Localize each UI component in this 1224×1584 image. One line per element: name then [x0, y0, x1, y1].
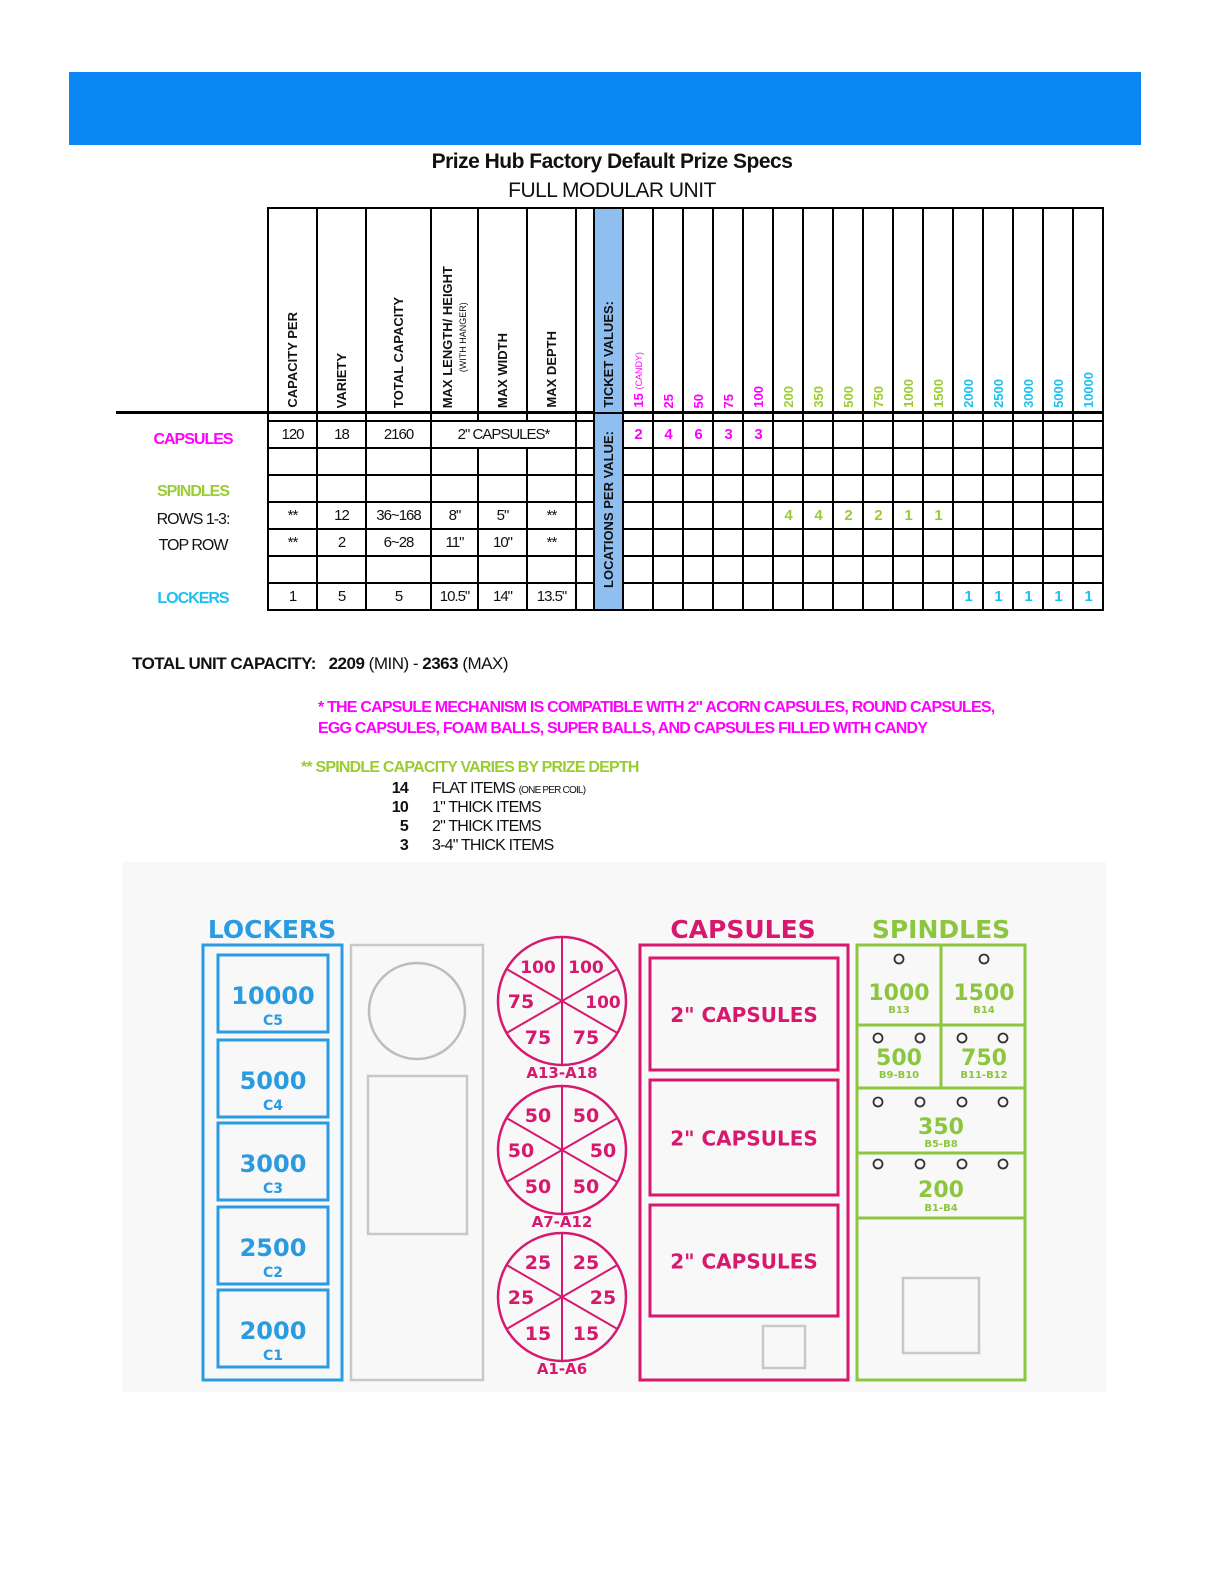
- locations-per-value-label: LOCATIONS PER VALUE:: [594, 413, 623, 610]
- location-count-cell: [1073, 502, 1103, 529]
- spec-cell: [576, 475, 594, 502]
- location-count-cell: [653, 475, 683, 502]
- unit-layout-diagram: [122, 862, 1106, 1392]
- location-count-cell: 1: [953, 583, 983, 610]
- location-count-cell: [653, 448, 683, 475]
- spindle-value: 500: [876, 1046, 922, 1071]
- capsule-bin-label: 2" CAPSULES: [670, 1003, 818, 1027]
- row-label: SPINDLES: [156, 483, 229, 500]
- locker-code: C3: [262, 1181, 284, 1197]
- location-count-cell: [623, 448, 653, 475]
- wheel-slot-value: 25: [589, 1287, 617, 1309]
- column-header: TOTAL CAPACITY: [366, 208, 431, 413]
- table-row: [268, 502, 1103, 529]
- spindle-hook-icon: [999, 1160, 1008, 1169]
- spindle-value: 350: [918, 1115, 964, 1140]
- location-count-cell: [983, 502, 1013, 529]
- location-count-cell: [863, 529, 893, 556]
- spec-cell: **: [268, 502, 317, 529]
- locker-value: 2500: [239, 1234, 307, 1262]
- spec-cell: **: [527, 529, 576, 556]
- location-count-cell: 1: [983, 583, 1013, 610]
- lockers-title: LOCKERS: [207, 915, 337, 944]
- spec-cell: 6~28: [366, 529, 431, 556]
- total-max: 2363: [422, 654, 459, 673]
- ticket-value-header: 100: [743, 208, 773, 413]
- spec-cell: 10": [478, 529, 527, 556]
- wheel-code: A13-A18: [526, 1064, 598, 1082]
- location-count-cell: [923, 448, 953, 475]
- spindle-hook-icon: [999, 1034, 1008, 1043]
- location-count-cell: [863, 556, 893, 583]
- location-count-cell: [803, 448, 833, 475]
- spindle-qty: 14: [391, 780, 408, 797]
- location-count-cell: [653, 529, 683, 556]
- spindle-code: B14: [973, 1005, 995, 1016]
- row-label: ROWS 1-3:: [156, 511, 230, 528]
- spindle-value: 1000: [868, 981, 930, 1006]
- location-count-cell: [1043, 502, 1073, 529]
- location-count-cell: [1013, 529, 1043, 556]
- spindle-code: B13: [888, 1005, 910, 1016]
- spec-cell: [268, 556, 317, 583]
- location-count-cell: [1043, 448, 1073, 475]
- location-count-cell: [623, 475, 653, 502]
- spec-cell: [576, 448, 594, 475]
- spindle-hook-icon: [958, 1034, 967, 1043]
- location-count-cell: [833, 448, 863, 475]
- capsule-note-line1: * THE CAPSULE MECHANISM IS COMPATIBLE WITH 2" ACORN CAPSULES, ROUND CAPSULES,: [318, 699, 995, 716]
- spindle-code: B9-B10: [878, 1070, 920, 1081]
- spec-cell: [366, 448, 431, 475]
- location-count-cell: [923, 583, 953, 610]
- location-count-cell: [833, 421, 863, 448]
- location-count-cell: 4: [803, 502, 833, 529]
- location-count-cell: [1013, 448, 1043, 475]
- ticket-value-header: 2000: [953, 208, 983, 413]
- spec-cell: [366, 475, 431, 502]
- wheel-slot-value: 15: [524, 1323, 552, 1345]
- spec-cell: [576, 556, 594, 583]
- location-count-cell: [1013, 421, 1043, 448]
- location-count-cell: [953, 448, 983, 475]
- location-count-cell: [893, 556, 923, 583]
- location-count-cell: [983, 529, 1013, 556]
- location-count-cell: 3: [743, 421, 773, 448]
- location-count-cell: 1: [1013, 583, 1043, 610]
- wheel-slot-value: 100: [585, 993, 621, 1013]
- location-count-cell: [803, 529, 833, 556]
- spec-cell: [317, 475, 366, 502]
- spec-cell: 13.5": [527, 583, 576, 610]
- location-count-cell: [1073, 448, 1103, 475]
- table-row: [268, 529, 1103, 556]
- column-header: MAX DEPTH: [527, 208, 576, 413]
- spec-cell: 120: [268, 421, 317, 448]
- spec-cell: [478, 475, 527, 502]
- wheel-slot-value: 50: [572, 1105, 600, 1127]
- location-count-cell: [923, 475, 953, 502]
- location-count-cell: [773, 421, 803, 448]
- ticket-value-header: 500: [833, 208, 863, 413]
- location-count-cell: [803, 421, 833, 448]
- location-count-cell: [1043, 556, 1073, 583]
- locker-value: 5000: [239, 1067, 307, 1095]
- location-count-cell: [923, 529, 953, 556]
- location-count-cell: [893, 475, 923, 502]
- location-count-cell: [683, 556, 713, 583]
- column-header: MAX LENGTH/ HEIGHT (WITH HANGER): [431, 208, 478, 413]
- spec-cell: 2160: [366, 421, 431, 448]
- location-count-cell: [653, 502, 683, 529]
- location-count-cell: [683, 475, 713, 502]
- location-count-cell: 3: [713, 421, 743, 448]
- spec-cell: [527, 475, 576, 502]
- table-row: [268, 475, 1103, 502]
- location-count-cell: [743, 583, 773, 610]
- capsule-bin-label: 2" CAPSULES: [670, 1249, 818, 1274]
- spec-cell: [317, 556, 366, 583]
- location-count-cell: [1043, 475, 1073, 502]
- location-count-cell: [893, 421, 923, 448]
- location-count-cell: [713, 556, 743, 583]
- location-count-cell: [833, 529, 863, 556]
- location-count-cell: 2: [833, 502, 863, 529]
- location-count-cell: [983, 448, 1013, 475]
- spindle-hook-icon: [980, 955, 989, 964]
- page-subtitle: FULL MODULAR UNIT: [508, 179, 716, 202]
- column-header: MAX WIDTH: [478, 208, 527, 413]
- wheel-slot-value: 25: [524, 1252, 552, 1274]
- wheel-slot-value: 100: [568, 958, 604, 978]
- header-banner: [69, 72, 1141, 145]
- spec-cell: 5": [478, 502, 527, 529]
- wheel-slot-value: 75: [524, 1027, 552, 1049]
- spindle-hook-icon: [874, 1098, 883, 1107]
- locker-value: 10000: [231, 982, 315, 1010]
- prize-spec-table: [267, 207, 1104, 611]
- spindle-code: B1-B4: [924, 1203, 958, 1214]
- location-count-cell: [773, 556, 803, 583]
- spec-cell: [431, 556, 478, 583]
- column-header: VARIETY: [317, 208, 366, 413]
- location-count-cell: [1073, 421, 1103, 448]
- location-count-cell: 1: [923, 502, 953, 529]
- location-count-cell: 1: [1073, 583, 1103, 610]
- spindle-value: 200: [918, 1178, 964, 1203]
- wheel-slot-value: 50: [589, 1140, 617, 1162]
- location-count-cell: [923, 556, 953, 583]
- wheel-slot-value: 50: [524, 1176, 552, 1198]
- spindle-code: B11-B12: [960, 1070, 1008, 1081]
- locker-value: 2000: [239, 1317, 307, 1345]
- ticket-value-header: 5000: [1043, 208, 1073, 413]
- location-count-cell: [863, 475, 893, 502]
- location-count-cell: [743, 529, 773, 556]
- location-count-cell: 4: [773, 502, 803, 529]
- spindle-note-heading: ** SPINDLE CAPACITY VARIES BY PRIZE DEPTH: [301, 759, 639, 776]
- location-count-cell: [893, 529, 923, 556]
- ticket-values-header: TICKET VALUES:: [594, 208, 623, 413]
- spec-cell: [268, 448, 317, 475]
- spec-cell: 18: [317, 421, 366, 448]
- spindle-hook-icon: [958, 1160, 967, 1169]
- location-count-cell: [623, 583, 653, 610]
- location-count-cell: [953, 529, 983, 556]
- spec-cell: [478, 448, 527, 475]
- spindle-item-label: FLAT ITEMS (ONE PER COIL): [432, 780, 586, 797]
- table-row: [268, 556, 1103, 583]
- location-count-cell: [953, 556, 983, 583]
- total-min-label: (MIN) -: [368, 654, 419, 673]
- location-count-cell: [743, 556, 773, 583]
- ticket-value-header: 75: [713, 208, 743, 413]
- table-row: [268, 448, 1103, 475]
- spec-cell: [317, 448, 366, 475]
- locker-code: C5: [262, 1013, 284, 1029]
- spec-cell: **: [527, 502, 576, 529]
- location-count-cell: [953, 475, 983, 502]
- location-count-cell: [1073, 556, 1103, 583]
- spec-cell: [431, 475, 478, 502]
- wheel-slot-value: 100: [520, 958, 556, 978]
- location-count-cell: 4: [653, 421, 683, 448]
- spindles-title: SPINDLES: [871, 915, 1011, 944]
- wheel-slot-value: 25: [507, 1287, 535, 1309]
- wheel-slot-value: 15: [572, 1323, 600, 1345]
- wheel-code: A1-A6: [536, 1360, 588, 1378]
- spindle-hook-icon: [916, 1098, 925, 1107]
- spindle-item-label: 2" THICK ITEMS: [432, 818, 541, 835]
- row-label: CAPSULES: [153, 431, 233, 448]
- wheel-slot-value: 25: [572, 1252, 600, 1274]
- spindle-hook-icon: [916, 1034, 925, 1043]
- location-count-cell: [1073, 475, 1103, 502]
- location-count-cell: [923, 421, 953, 448]
- locker-value: 3000: [239, 1150, 307, 1178]
- spec-cell: 36~168: [366, 502, 431, 529]
- location-count-cell: [683, 448, 713, 475]
- spindle-hook-icon: [916, 1160, 925, 1169]
- location-count-cell: [1073, 529, 1103, 556]
- total-unit-capacity: [132, 654, 508, 674]
- column-header: CAPACITY PER: [268, 208, 317, 413]
- location-count-cell: [743, 448, 773, 475]
- total-label: TOTAL UNIT CAPACITY:: [132, 654, 316, 673]
- spec-cell: [431, 448, 478, 475]
- spec-cell: 12: [317, 502, 366, 529]
- row-label: TOP ROW: [158, 537, 228, 554]
- spec-cell: [576, 583, 594, 610]
- location-count-cell: [953, 502, 983, 529]
- spec-cell: [527, 448, 576, 475]
- location-count-cell: 2: [623, 421, 653, 448]
- location-count-cell: [743, 475, 773, 502]
- ticket-value-header: 1000: [893, 208, 923, 413]
- location-count-cell: [713, 448, 743, 475]
- spec-cell: 5: [317, 583, 366, 610]
- location-count-cell: [803, 583, 833, 610]
- spindle-code: B5-B8: [924, 1139, 958, 1150]
- ticket-value-header: 3000: [1013, 208, 1043, 413]
- location-count-cell: [983, 475, 1013, 502]
- location-count-cell: [1013, 556, 1043, 583]
- location-count-cell: 1: [893, 502, 923, 529]
- ticket-value-header: 10000: [1073, 208, 1103, 413]
- location-count-cell: [893, 448, 923, 475]
- wheel-slot-value: 75: [507, 991, 535, 1013]
- ticket-value-header: 1500: [923, 208, 953, 413]
- location-count-cell: [623, 529, 653, 556]
- location-count-cell: [893, 583, 923, 610]
- location-count-cell: [683, 502, 713, 529]
- row-label: LOCKERS: [157, 590, 229, 607]
- ticket-value-header: 25: [653, 208, 683, 413]
- spindle-item-label: 1" THICK ITEMS: [432, 799, 541, 816]
- spec-cell: 14": [478, 583, 527, 610]
- spindle-value: 1500: [953, 981, 1015, 1006]
- location-count-cell: [983, 421, 1013, 448]
- spec-cell: [478, 556, 527, 583]
- table-row: [268, 421, 1103, 448]
- wheel-slot-value: 50: [507, 1140, 535, 1162]
- location-count-cell: [623, 556, 653, 583]
- location-count-cell: [623, 502, 653, 529]
- spindle-hook-icon: [895, 955, 904, 964]
- wheel-slot-value: 75: [572, 1027, 600, 1049]
- spindle-value: 750: [961, 1046, 1007, 1071]
- location-count-cell: [773, 529, 803, 556]
- spindle-qty: 3: [399, 837, 408, 854]
- total-max-label: (MAX): [462, 654, 508, 673]
- location-count-cell: [803, 556, 833, 583]
- display-window: [368, 1076, 467, 1234]
- location-count-cell: [863, 448, 893, 475]
- page-title: Prize Hub Factory Default Prize Specs: [431, 150, 793, 173]
- ticket-value-header: 50: [683, 208, 713, 413]
- locker-code: C1: [262, 1348, 284, 1364]
- location-count-cell: [653, 556, 683, 583]
- location-count-cell: [773, 448, 803, 475]
- wheel-slot-value: 50: [572, 1176, 600, 1198]
- spec-cell: [366, 556, 431, 583]
- spec-cell: [268, 475, 317, 502]
- spec-cell: [576, 529, 594, 556]
- location-count-cell: [713, 475, 743, 502]
- ticket-value-header: 350: [803, 208, 833, 413]
- location-count-cell: [713, 583, 743, 610]
- location-count-cell: [863, 421, 893, 448]
- location-count-cell: [1043, 421, 1073, 448]
- capsules-title: CAPSULES: [670, 915, 816, 944]
- location-count-cell: 2: [863, 502, 893, 529]
- spec-cell: 1: [268, 583, 317, 610]
- spindle-item-label: 3-4" THICK ITEMS: [432, 837, 554, 854]
- spindle-hook-icon: [999, 1098, 1008, 1107]
- locker-code: C4: [262, 1098, 284, 1114]
- spec-cell: 8": [431, 502, 478, 529]
- capsule-note-line2: EGG CAPSULES, FOAM BALLS, SUPER BALLS, AND CAPSULES FILLED WITH CANDY: [318, 720, 928, 737]
- location-count-cell: [863, 583, 893, 610]
- capsule-dispense-door: [763, 1326, 805, 1368]
- location-count-cell: [953, 421, 983, 448]
- location-count-cell: [773, 583, 803, 610]
- wheel-slot-value: 50: [524, 1105, 552, 1127]
- table-row: [268, 583, 1103, 610]
- location-count-cell: [833, 475, 863, 502]
- location-count-cell: [713, 502, 743, 529]
- spindle-hook-icon: [874, 1034, 883, 1043]
- locker-code: C2: [262, 1265, 284, 1281]
- spec-cell: 10.5": [431, 583, 478, 610]
- location-count-cell: [713, 529, 743, 556]
- wheel-code: A7-A12: [531, 1213, 593, 1231]
- spindle-qty: 10: [391, 799, 408, 816]
- spindle-dispense-door: [903, 1278, 979, 1353]
- spec-cell: [576, 502, 594, 529]
- location-count-cell: 6: [683, 421, 713, 448]
- spindle-qty: 5: [399, 818, 408, 835]
- door-panel: [351, 945, 483, 1380]
- location-count-cell: [833, 583, 863, 610]
- location-count-cell: 1: [1043, 583, 1073, 610]
- total-min: 2209: [328, 654, 365, 673]
- coin-slot-circle: [369, 963, 465, 1059]
- spec-cell: 5: [366, 583, 431, 610]
- spec-cell: **: [268, 529, 317, 556]
- capsule-bin-label: 2" CAPSULES: [670, 1126, 818, 1151]
- spec-cell: [527, 556, 576, 583]
- spec-cell: 2: [317, 529, 366, 556]
- location-count-cell: [803, 475, 833, 502]
- ticket-value-header: 200: [773, 208, 803, 413]
- ticket-value-header: 15 (CANDY): [623, 208, 653, 413]
- location-count-cell: [1013, 502, 1043, 529]
- location-count-cell: [683, 583, 713, 610]
- location-count-cell: [653, 583, 683, 610]
- spindle-hook-icon: [958, 1098, 967, 1107]
- spindle-hook-icon: [874, 1160, 883, 1169]
- location-count-cell: [743, 502, 773, 529]
- location-count-cell: [983, 556, 1013, 583]
- spec-cell: 11": [431, 529, 478, 556]
- location-count-cell: [1043, 529, 1073, 556]
- ticket-value-header: 750: [863, 208, 893, 413]
- spec-cell-merged: 2" CAPSULES*: [431, 421, 576, 448]
- location-count-cell: [683, 529, 713, 556]
- ticket-value-header: 2500: [983, 208, 1013, 413]
- location-count-cell: [833, 556, 863, 583]
- location-count-cell: [1013, 475, 1043, 502]
- column-header: [576, 208, 594, 413]
- location-count-cell: [773, 475, 803, 502]
